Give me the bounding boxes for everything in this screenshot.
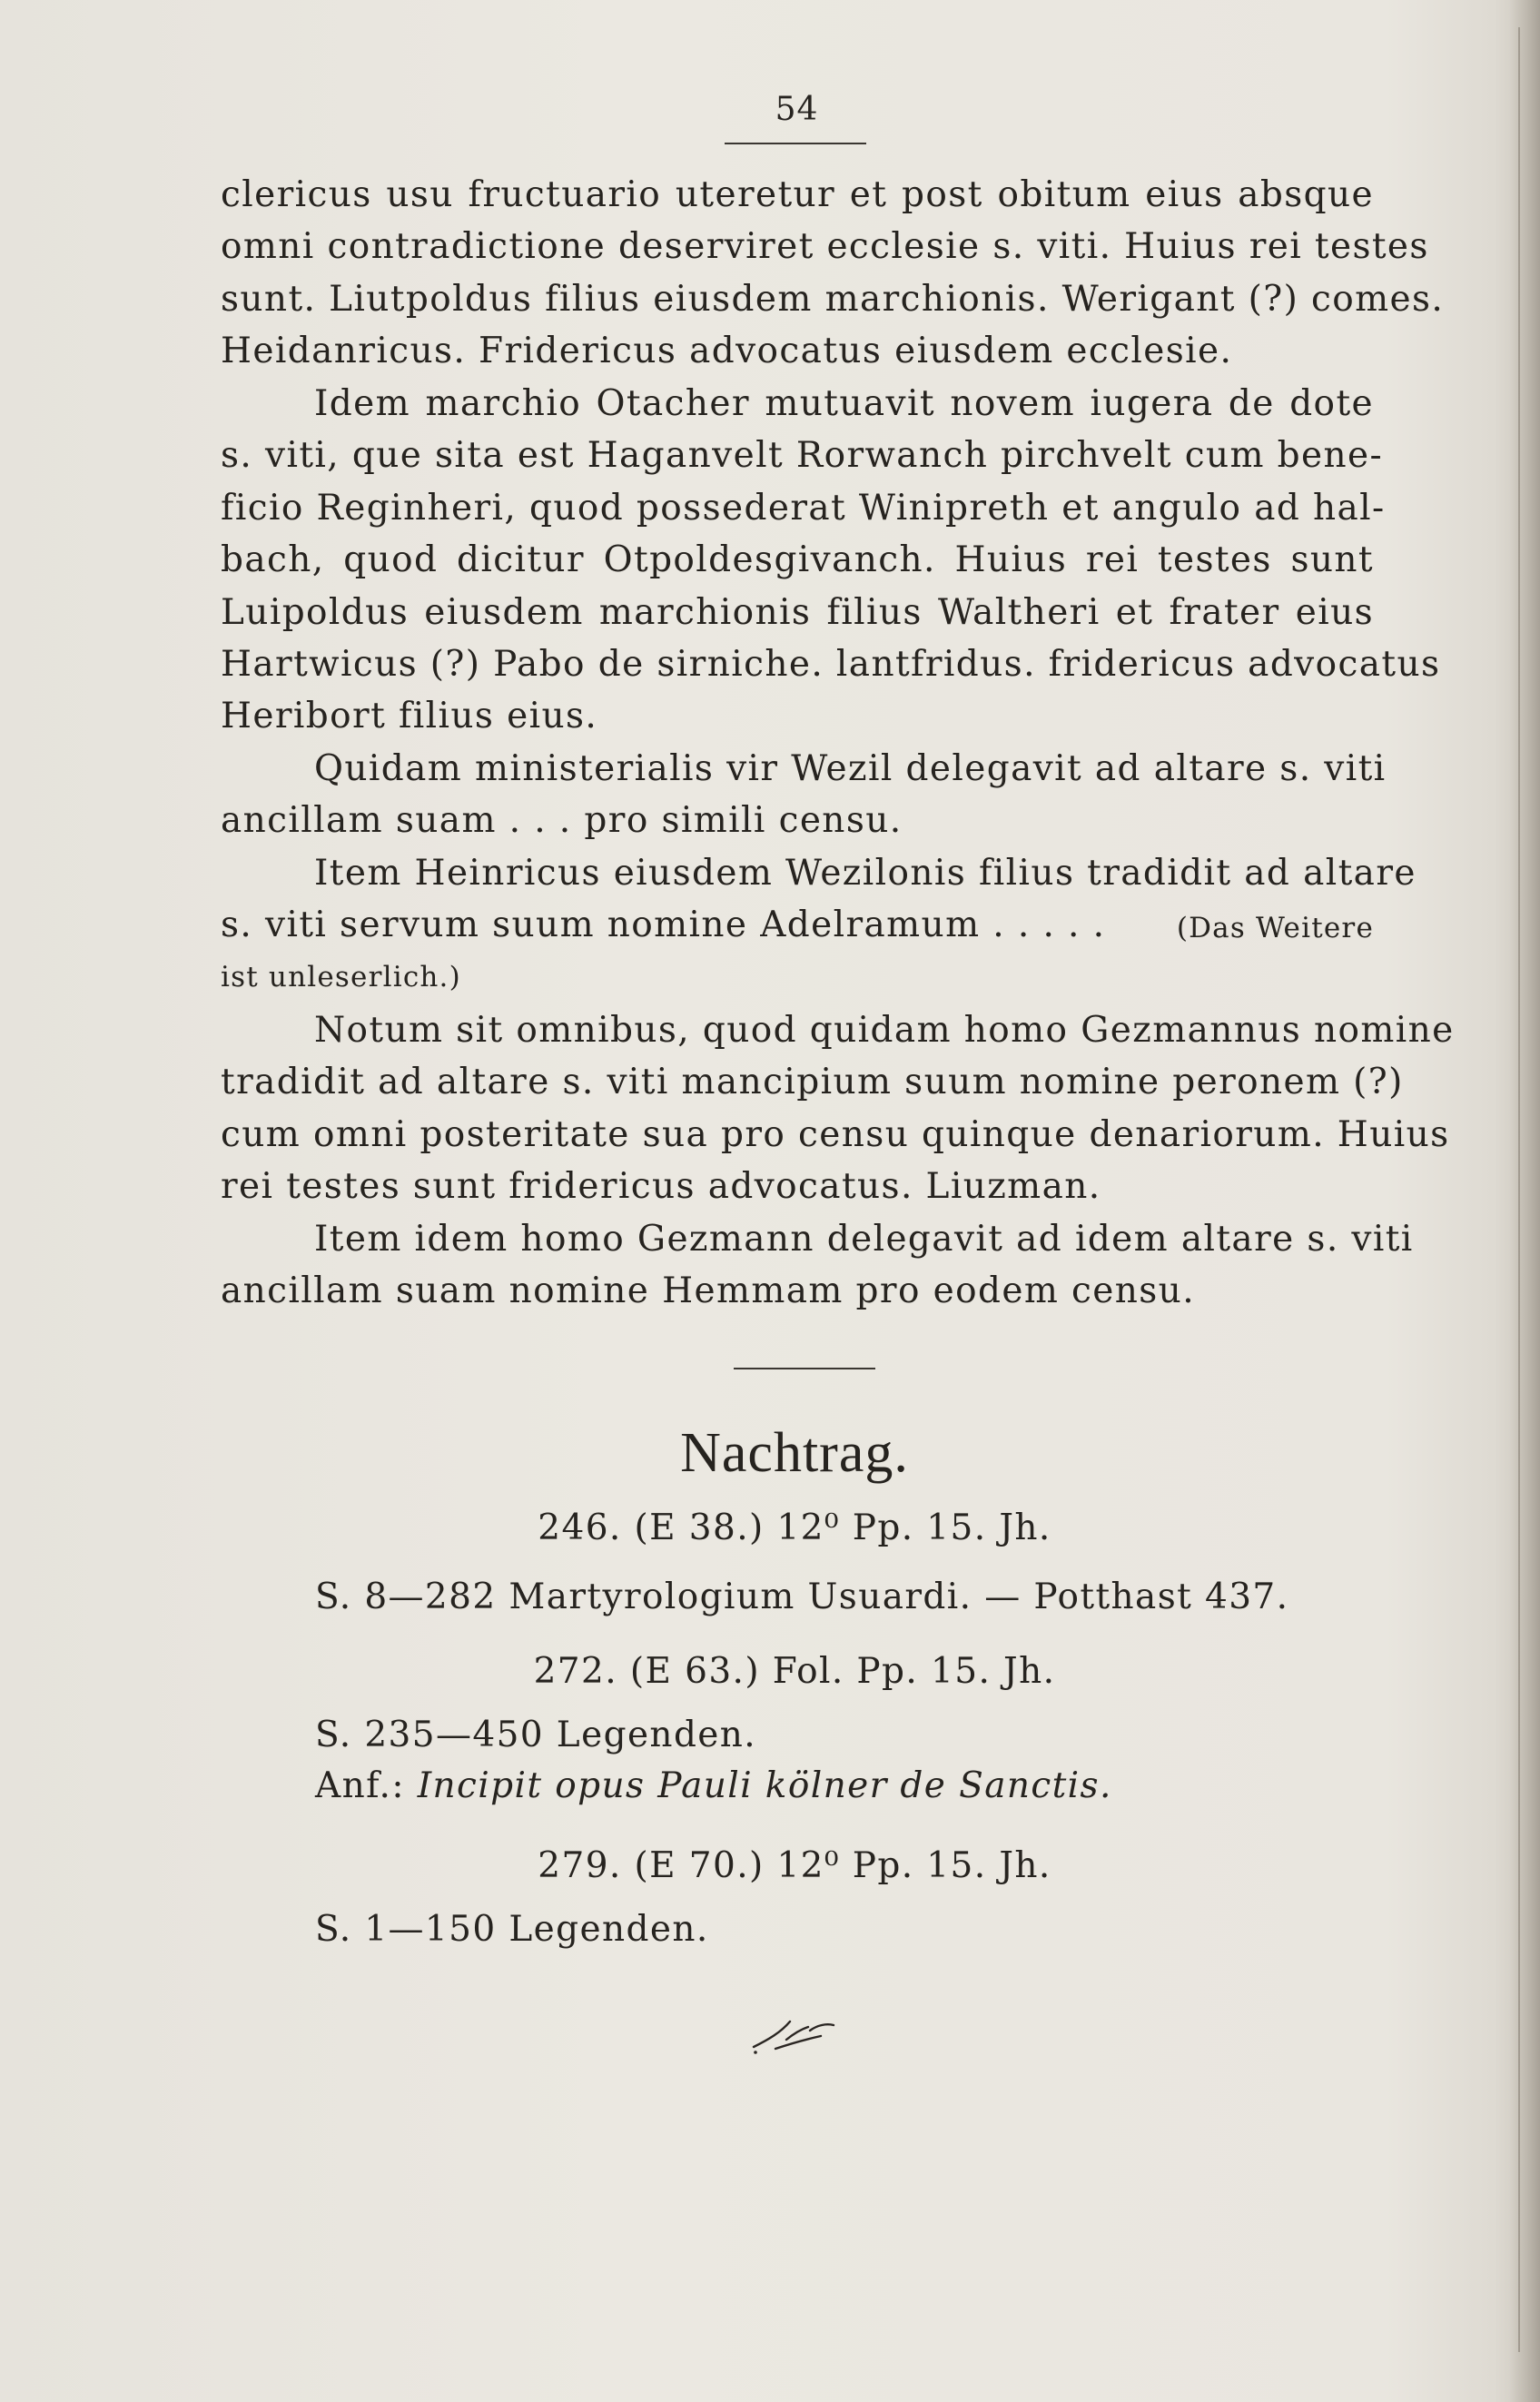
text-line: clericus usu fructuario uteretur et post obitum eius absque (221, 174, 1374, 215)
paragraph-2 (221, 378, 1441, 743)
page-number: 54 (775, 91, 819, 128)
section-separator (734, 1368, 875, 1369)
text-line: omni contradictione deserviret ecclesie s. viti. Huius rei testes (221, 226, 1429, 268)
entry-header: 272. (E 63.) Fol. Pp. 15. Jh. (533, 1651, 1056, 1692)
text-line: cum omni posteritate sua pro censu quinque denariorum. Huius (221, 1113, 1450, 1155)
page-edge-line (1518, 27, 1520, 2352)
text-line: Heidanricus. Fridericus advocatus eiusdem ecclesie. (221, 331, 1233, 372)
text-line: tradidit ad altare s. viti mancipium suum nomine peronem (?) (221, 1062, 1404, 1103)
text-line-main: s. viti servum suum nomine Adelramum . . . . . (221, 904, 1106, 946)
text-line: Notum sit omnibus, quod quidam homo Gezmannus nomine (314, 1010, 1455, 1051)
entry-line: S. 8—282 Martyrologium Usuardi. — Potthast 437. (315, 1577, 1289, 1617)
page-number-rule (725, 143, 866, 144)
paragraph-5 (221, 1004, 1455, 1213)
entry-line: S. 235—450 Legenden. (315, 1715, 757, 1755)
text-line: Luipoldus eiusdem marchionis filius Waltheri et frater eius (221, 591, 1374, 633)
entry-header: 279. (E 70.) 12⁰ Pp. 15. Jh. (538, 1845, 1051, 1886)
text-line: bach, quod dicitur Otpoldesgivanch. Huius rei testes sunt (221, 539, 1374, 581)
editorial-note: (Das Weitere (1176, 912, 1374, 945)
editorial-note-continued: ist unleserlich.) (221, 960, 461, 993)
entry-header: 246. (E 38.) 12⁰ Pp. 15. Jh. (538, 1507, 1051, 1548)
text-line: Quidam ministerialis vir Wezil delegavit ad altare s. viti (314, 748, 1387, 789)
incipit-label: Anf.: (315, 1765, 405, 1806)
text-line: ficio Reginheri, quod possederat Winipreth et angulo ad hal- (221, 487, 1386, 529)
end-flourish-mark (750, 2012, 841, 2058)
incipit-text: Incipit opus Pauli kölner de Sanctis. (417, 1765, 1112, 1806)
page-edge-shadow (1509, 0, 1540, 2402)
text-line: Heribort filius eius. (221, 696, 598, 737)
paragraph-6 (221, 1213, 1414, 1318)
nachtrag-heading: Nachtrag. (680, 1422, 909, 1484)
text-line: Hartwicus (?) Pabo de sirniche. lantfridus. fridericus advocatus (221, 644, 1441, 686)
text-line: ancillam suam nomine Hemmam pro eodem censu. (221, 1270, 1195, 1312)
text-line: Idem marchio Otacher mutuavit novem iugera de dote (314, 383, 1374, 424)
paragraph-4 (221, 847, 1417, 1003)
paragraph-1 (221, 169, 1445, 378)
text-line: ancillam suam . . . pro simili censu. (221, 800, 903, 842)
text-line: rei testes sunt fridericus advocatus. Liuzman. (221, 1166, 1101, 1208)
entry-incipit (315, 1765, 1112, 1806)
text-line: s. viti, que sita est Haganvelt Rorwanch pirchvelt cum bene- (221, 435, 1384, 477)
text-line: Item Heinricus eiusdem Wezilonis filius tradidit ad altare (314, 853, 1417, 894)
entry-line: S. 1—150 Legenden. (315, 1909, 709, 1950)
text-line: sunt. Liutpoldus filius eiusdem marchionis. Werigant (?) comes. (221, 278, 1445, 320)
text-line (221, 899, 1374, 951)
text-line: Item idem homo Gezmann delegavit ad idem altare s. viti (314, 1219, 1414, 1260)
paragraph-3 (221, 743, 1387, 847)
